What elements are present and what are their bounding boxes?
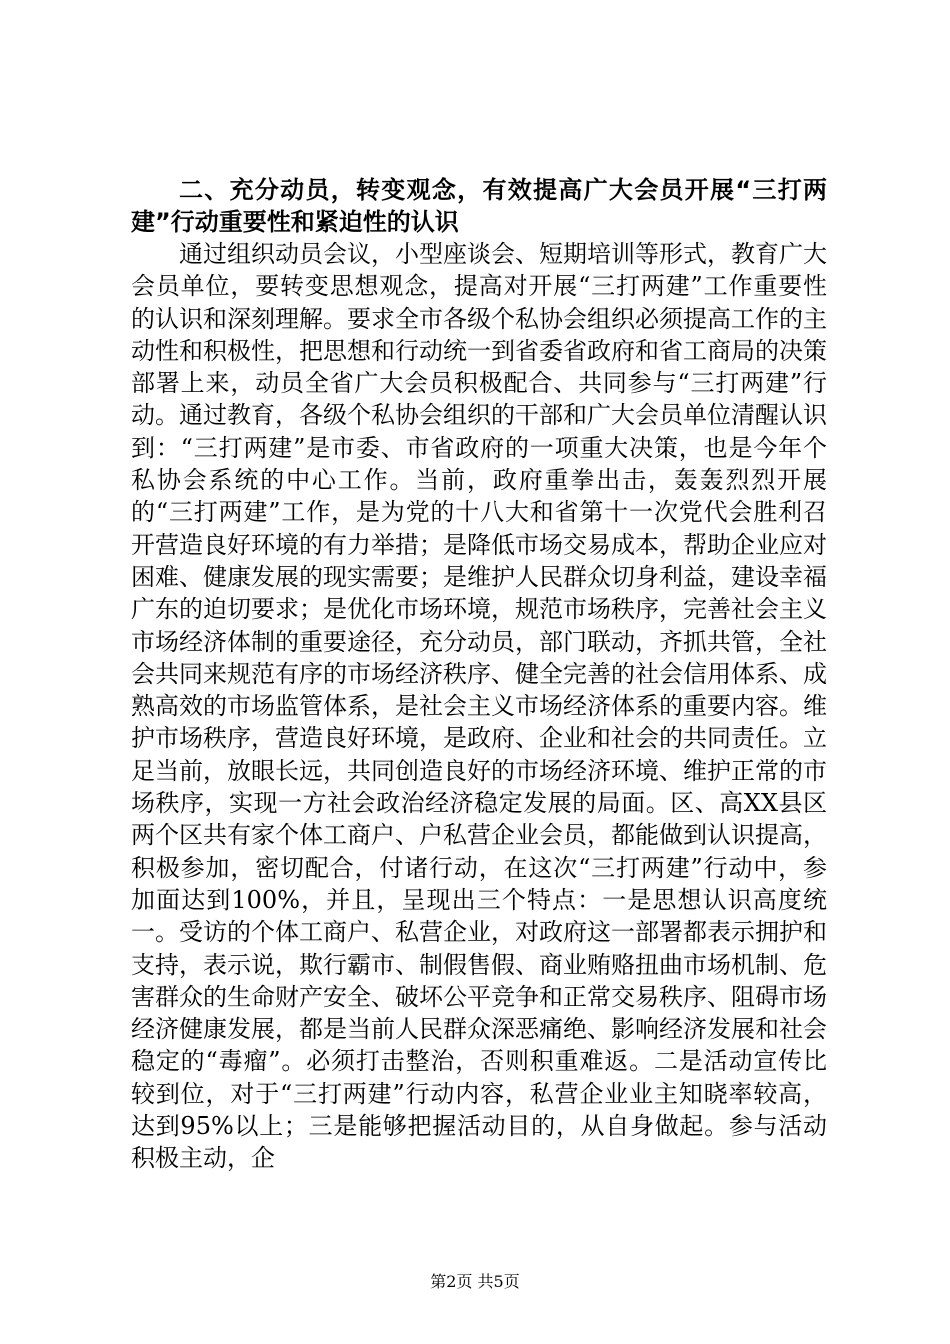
body-paragraph: 通过组织动员会议，小型座谈会、短期培训等形式，教育广大会员单位，要转变思想观念，提高对开展“三打两建”工作重要性的认识和深刻理解。要求全市各级个私协会组织必须提高工作的主动性和积极性，把思想和行动统一到省委省政府和省工商局的决策部署上来，动员全省广大会员积极配合、共同参与“三打两建”行动。通过教育，各级个私协会组织的干部和广大会员单位清醒认识到：“三打两建”是市委、市省政府的一项重大决策，也是今年个私协会系统的中心工作。当前，政府重拳出击，轰轰烈烈开展的“三打两建”工作，是为党的十八大和省第十一次党代会胜利召开营造良好环境的有力举措；是降低市场交易成本，帮助企业应对困难、健康发展的现实需要；是维护人民群众切身利益，建设幸福广东的迫切要求；是优化市场环境，规范市场秩序，完善社会主义市场经济体制的重要途径，充分动员，部门联动，齐抓共管，全社会共同来规范有序的市场经济秩序、健全完善的社会信用体系、成熟高效的市场监管体系，是社会主义市场经济体系的重要内容。维护市场秩序，营造良好环境，是政府、企业和社会的共同责任。立足当前，放眼长远，共同创造良好的市场经济环境、维护正常的市场秩序，实现一方社会政治经济稳定发展的局面。区、高XX县区两个区共有家个体工商户、户私营企业会员，都能做到认识提高，积极参加，密切配合，付诸行动，在这次“三打两建”行动中，参加面达到100%，并且，呈现出三个特点：一是思想认识高度统一。受访的个体工商户、私营企业，对政府这一部署都表示拥护和支持，表示说，欺行霸市、制假售假、商业贿赂扭曲市场机制、危害群众的生命财产安全、破坏公平竞争和正常交易秩序、阻碍市场经济健康发展，都是当前人民群众深恶痛绝、影响经济发展和社会稳定的“毒瘤”。必须打击整治，否则积重难返。二是活动宣传比较到位，对于“三打两建”行动内容，私营企业业主知晓率较高，达到95%以上；三是能够把握活动目的，从自身做起。参与活动积极主动，企 <box>131 240 827 1173</box>
document-body <box>131 174 827 1175</box>
page-footer: 第2页 共5页 <box>430 1272 520 1291</box>
section-heading: 二、充分动员，转变观念，有效提高广大会员开展“三打两建”行动重要性和紧迫性的认识 <box>131 176 827 236</box>
